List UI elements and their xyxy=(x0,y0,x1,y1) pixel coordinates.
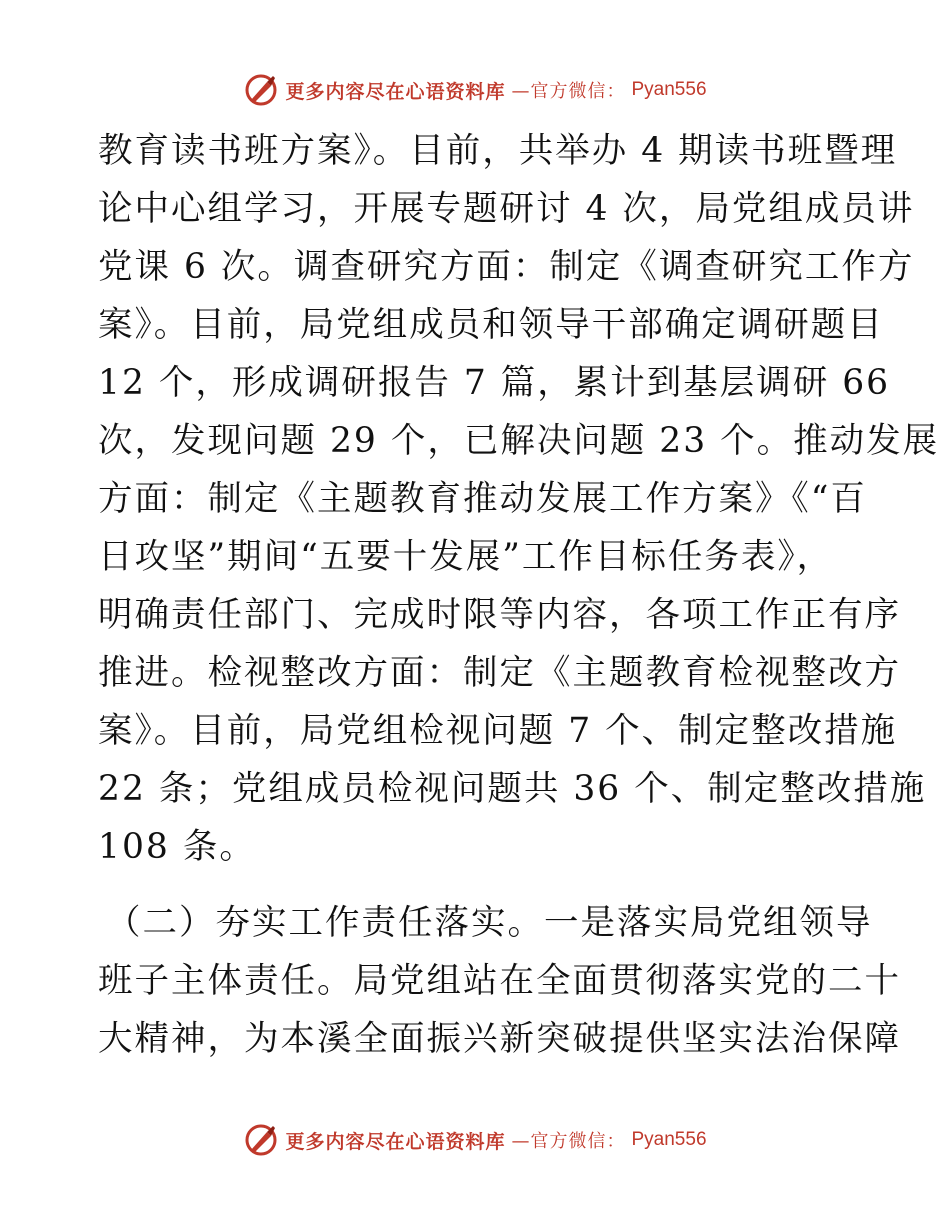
document-body xyxy=(98,122,940,1068)
header-watermark-banner xyxy=(0,70,950,110)
text-line: 22 条；党组成员检视问题共 36 个、制定整改措施 xyxy=(98,769,927,809)
text-line: 大精神，为本溪全面振兴新突破提供坚实法治保障 xyxy=(98,1019,901,1059)
footer-banner-text: 更多内容尽在心语资料库 xyxy=(285,1130,506,1153)
header-wechat-label: —官方微信： xyxy=(511,81,626,102)
text-line: 108 条。 xyxy=(98,827,256,867)
text-line: 班子主体责任。局党组站在全面贯彻落实党的二十 xyxy=(98,961,901,1001)
text-line: 次，发现问题 29 个，已解决问题 23 个。推动发展 xyxy=(98,421,940,461)
quill-logo-icon xyxy=(243,1122,279,1158)
text-line: 案》。目前，局党组成员和领导干部确定调研题目 xyxy=(98,305,884,345)
paragraph-1 xyxy=(98,122,940,876)
paragraph-spacer xyxy=(98,876,858,894)
text-line: 论中心组学习，开展专题研讨 4 次，局党组成员讲 xyxy=(98,189,915,229)
section-heading-line: （二）夯实工作责任落实。一是落实局党组领导 xyxy=(106,903,873,943)
text-line: 党课 6 次。调查研究方面：制定《调查研究工作方 xyxy=(98,247,915,287)
text-line: 方面：制定《主题教育推动发展工作方案》《“百 xyxy=(98,479,867,519)
text-line: 明确责任部门、完成时限等内容，各项工作正有序 xyxy=(98,595,901,635)
text-line: 推进。检视整改方面：制定《主题教育检视整改方 xyxy=(98,653,901,693)
text-line: 案》。目前，局党组检视问题 7 个、制定整改措施 xyxy=(98,711,898,751)
text-line: 教育读书班方案》。目前，共举办 4 期读书班暨理 xyxy=(98,131,898,171)
header-banner-text: 更多内容尽在心语资料库 xyxy=(285,80,506,103)
text-line: 日攻坚”期间“五要十发展”工作目标任务表》， xyxy=(98,537,834,577)
footer-wechat-id: Pyan556 xyxy=(631,1129,707,1150)
footer-watermark-banner xyxy=(0,1120,950,1160)
quill-logo-icon xyxy=(243,72,279,108)
text-line: 12 个，形成调研报告 7 篇，累计到基层调研 66 xyxy=(98,363,891,403)
header-wechat-id: Pyan556 xyxy=(631,79,707,100)
paragraph-2 xyxy=(98,894,901,1068)
footer-wechat-label: —官方微信： xyxy=(511,1131,626,1152)
